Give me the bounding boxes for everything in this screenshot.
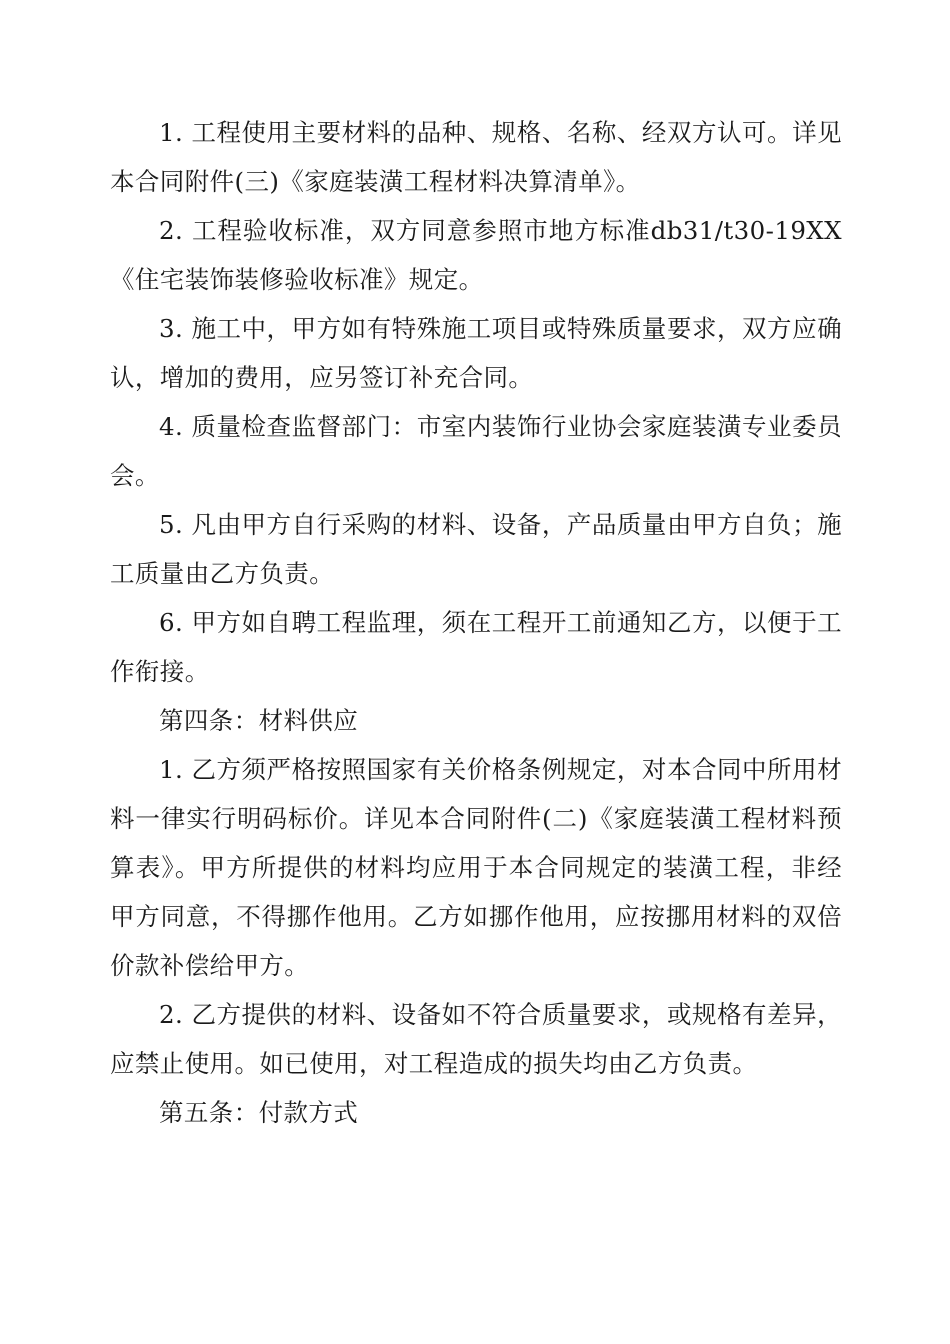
document-body xyxy=(110,108,842,1137)
clause-paragraph: 2. 乙方提供的材料、设备如不符合质量要求，或规格有差异，应禁止使用。如已使用，对工程造成的损失均由乙方负责。 xyxy=(110,1000,842,1078)
section-heading: 第五条：付款方式 xyxy=(159,1098,359,1127)
clause-paragraph: 3. 施工中，甲方如有特殊施工项目或特殊质量要求，双方应确认，增加的费用，应另签订补充合同。 xyxy=(110,314,842,392)
clause-paragraph: 1. 乙方须严格按照国家有关价格条例规定，对本合同中所用材料一律实行明码标价。详见本合同附件(二)《家庭装潢工程材料预算表》。甲方所提供的材料均应用于本合同规定的装潢工程，非经甲方同意，不得挪作他用。乙方如挪作他用，应按挪用材料的双倍价款补偿给甲方。 xyxy=(110,755,842,980)
clause-paragraph: 2. 工程验收标准，双方同意参照市地方标准db31/t30-19XX《住宅装饰装修验收标准》规定。 xyxy=(110,216,842,294)
clause-paragraph: 5. 凡由甲方自行采购的材料、设备，产品质量由甲方自负；施工质量由乙方负责。 xyxy=(110,510,842,588)
clause-paragraph: 6. 甲方如自聘工程监理，须在工程开工前通知乙方，以便于工作衔接。 xyxy=(110,608,842,686)
clause-paragraph: 1. 工程使用主要材料的品种、规格、名称、经双方认可。详见本合同附件(三)《家庭装潢工程材料决算清单》。 xyxy=(110,118,842,196)
clause-paragraph: 4. 质量检查监督部门：市室内装饰行业协会家庭装潢专业委员会。 xyxy=(110,412,842,490)
section-heading: 第四条：材料供应 xyxy=(159,706,359,735)
